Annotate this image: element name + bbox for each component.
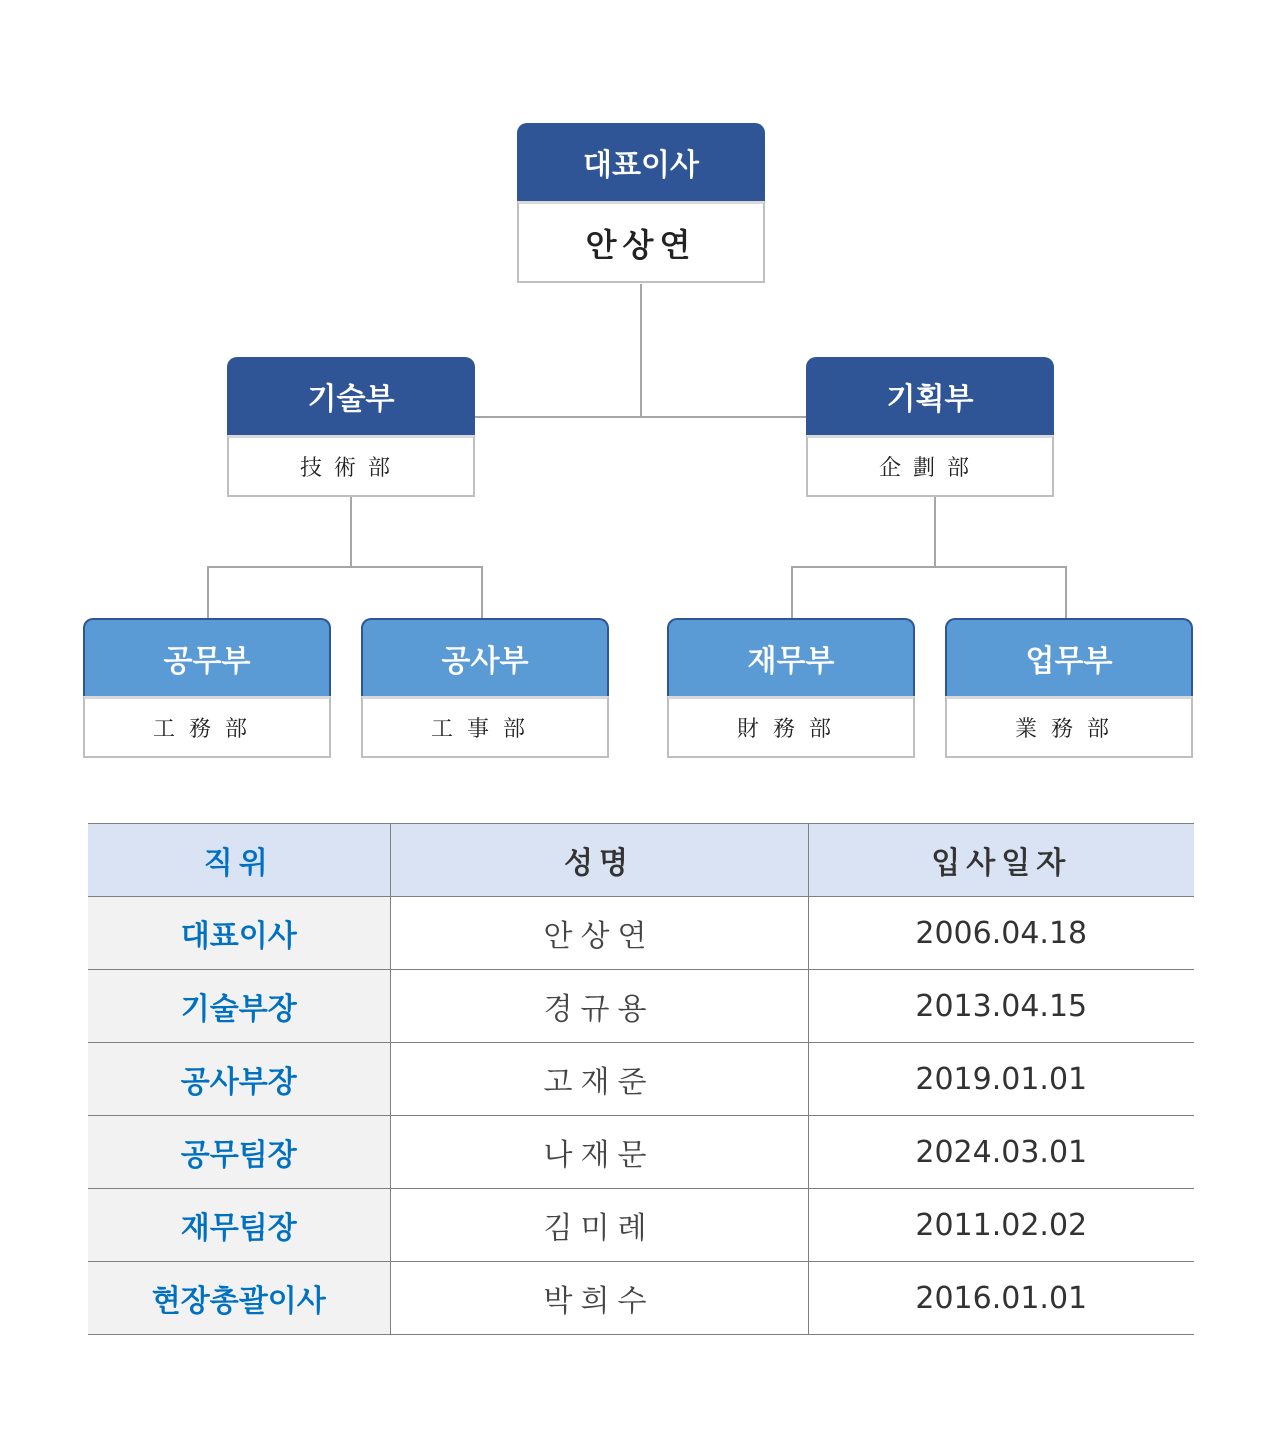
table-header-row: [88, 824, 1194, 897]
team-title: 재무부: [667, 618, 915, 696]
cell-join-date: 2013.04.15: [808, 970, 1194, 1043]
cell-name: 나재문: [390, 1116, 808, 1189]
planning-teams-connector: [792, 567, 1066, 618]
dept-hanja: 技術部: [227, 435, 475, 497]
cell-name: 안상연: [390, 897, 808, 970]
cell-name: 고재준: [390, 1043, 808, 1116]
cell-position: 재무팀장: [88, 1189, 390, 1262]
cell-position: 현장총괄이사: [88, 1262, 390, 1335]
ceo-box: [517, 123, 765, 283]
team-box-finance: [667, 618, 915, 758]
cell-join-date: 2024.03.01: [808, 1116, 1194, 1189]
table-row: [88, 1189, 1194, 1262]
team-box-business: [945, 618, 1193, 758]
team-hanja: 工事部: [361, 696, 609, 758]
staff-table: [88, 823, 1194, 1335]
ceo-name: 안상연: [517, 201, 765, 283]
team-hanja: 業務部: [945, 696, 1193, 758]
tech-teams-connector: [208, 567, 482, 618]
table-row: [88, 1262, 1194, 1335]
team-title: 공무부: [83, 618, 331, 696]
team-title: 업무부: [945, 618, 1193, 696]
cell-name: 박희수: [390, 1262, 808, 1335]
table-row: [88, 897, 1194, 970]
cell-position: 공사부장: [88, 1043, 390, 1116]
team-box-public-works: [83, 618, 331, 758]
dept-hanja: 企劃部: [806, 435, 1054, 497]
cell-name: 김미례: [390, 1189, 808, 1262]
team-hanja: 工務部: [83, 696, 331, 758]
header-name: 성명: [390, 824, 808, 897]
ceo-title: 대표이사: [517, 123, 765, 201]
table-row: [88, 970, 1194, 1043]
table-row: [88, 1043, 1194, 1116]
cell-position: 기술부장: [88, 970, 390, 1043]
dept-box-planning: [806, 357, 1054, 497]
cell-name: 경규용: [390, 970, 808, 1043]
header-join-date: 입사일자: [808, 824, 1194, 897]
cell-join-date: 2019.01.01: [808, 1043, 1194, 1116]
cell-position: 대표이사: [88, 897, 390, 970]
table-row: [88, 1116, 1194, 1189]
header-position: 직위: [88, 824, 390, 897]
cell-position: 공무팀장: [88, 1116, 390, 1189]
dept-title: 기획부: [806, 357, 1054, 435]
team-title: 공사부: [361, 618, 609, 696]
dept-box-tech: [227, 357, 475, 497]
cell-join-date: 2016.01.01: [808, 1262, 1194, 1335]
dept-title: 기술부: [227, 357, 475, 435]
team-hanja: 財務部: [667, 696, 915, 758]
team-box-construction: [361, 618, 609, 758]
cell-join-date: 2006.04.18: [808, 897, 1194, 970]
cell-join-date: 2011.02.02: [808, 1189, 1194, 1262]
